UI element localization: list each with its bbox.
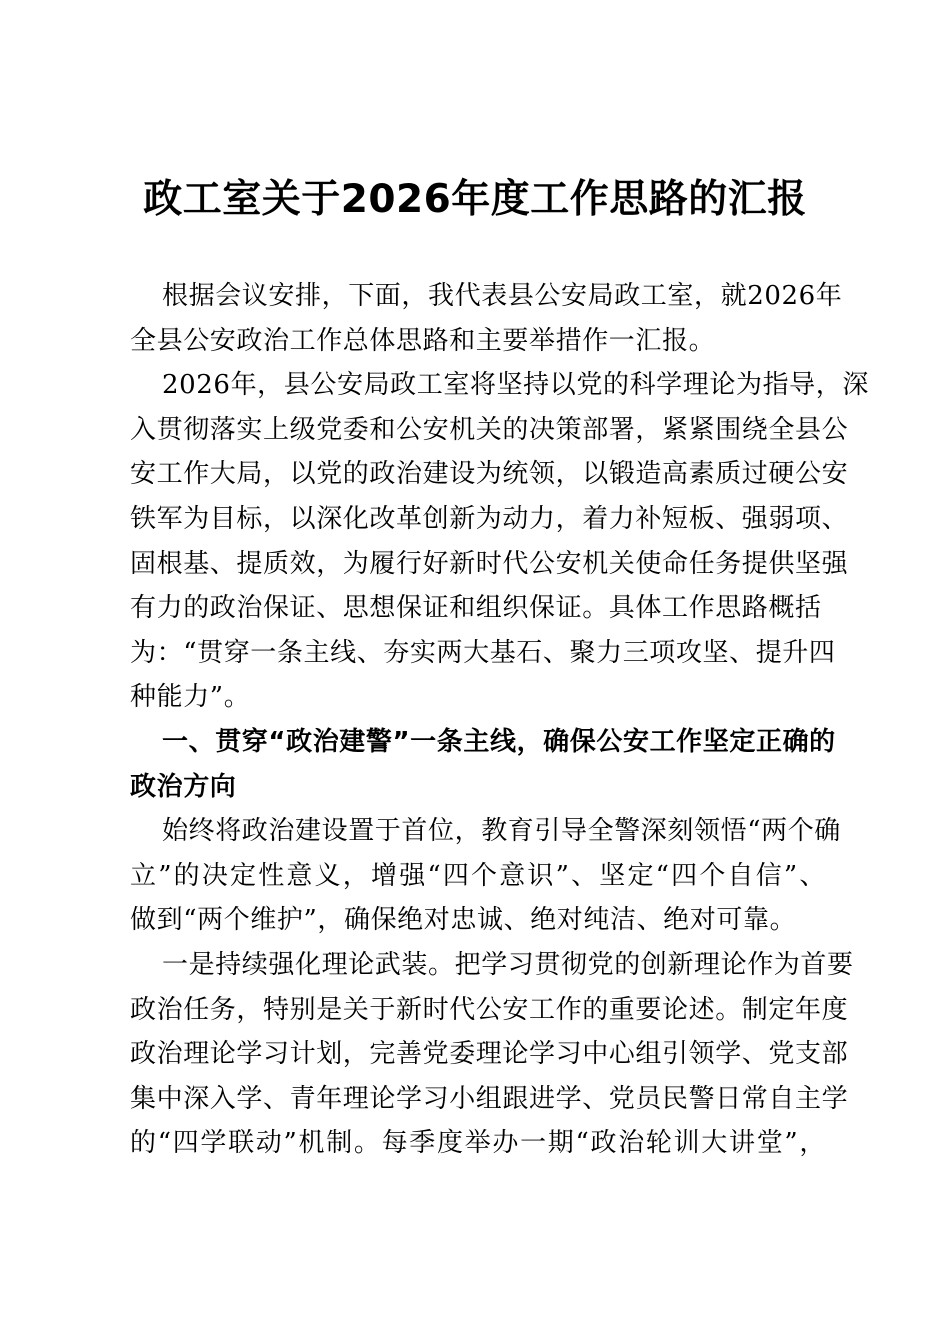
text-line: 安工作大局，以党的政治建设为统领，以锻造高素质过硬公安 — [130, 459, 849, 490]
text-line: 2026年，县公安局政工室将坚持以党的科学理论为指导，深 — [162, 370, 869, 401]
paragraph — [130, 943, 854, 1166]
document-body — [130, 274, 869, 1166]
text-line: 的“四学联动”机制。每季度举办一期“政治轮训大讲堂”， — [130, 1128, 826, 1159]
text-line: 政治理论学习计划，完善党委理论学习中心组引领学、党支部 — [130, 1039, 849, 1070]
text-line: 有力的政治保证、思想保证和组织保证。具体工作思路概括 — [130, 593, 822, 624]
text-line: 政治任务，特别是关于新时代公安工作的重要论述。制定年度 — [130, 994, 849, 1025]
paragraph — [130, 363, 869, 720]
section-heading — [130, 720, 836, 809]
text-line: 铁军为目标，以深化改革创新为动力，着力补短板、强弱项、 — [130, 503, 849, 534]
text-line: 立”的决定性意义，增强“四个意识”、坚定“四个自信”、 — [130, 860, 826, 891]
text-line: 始终将政治建设置于首位，教育引导全警深刻领悟“两个确 — [162, 816, 841, 847]
text-line: 固根基、提质效，为履行好新时代公安机关使命任务提供坚强 — [130, 548, 849, 579]
text-line: 为：“贯穿一条主线、夯实两大基石、聚力三项攻坚、提升四 — [130, 637, 836, 668]
text-line: 政治方向 — [130, 771, 237, 802]
document-title: 政工室关于2026年度工作思路的汇报 — [143, 177, 807, 222]
text-line: 根据会议安排，下面，我代表县公安局政工室，就2026年 — [162, 281, 843, 311]
text-line: 种能力”。 — [130, 682, 251, 713]
text-line: 集中深入学、青年理论学习小组跟进学、党员民警日常自主学 — [130, 1083, 849, 1114]
text-line: 做到“两个维护”，确保绝对忠诚、绝对纯洁、绝对可靠。 — [130, 905, 797, 936]
text-line: 一、贯穿“政治建警”一条主线，确保公安工作坚定正确的 — [162, 726, 836, 757]
paragraph — [130, 809, 841, 943]
text-line: 入贯彻落实上级党委和公安机关的决策部署，紧紧围绕全县公 — [130, 414, 849, 445]
text-line: 全县公安政治工作总体思路和主要举措作一汇报。 — [130, 325, 716, 356]
text-line: 一是持续强化理论武装。把学习贯彻党的创新理论作为首要 — [162, 949, 854, 980]
paragraph — [130, 274, 843, 363]
